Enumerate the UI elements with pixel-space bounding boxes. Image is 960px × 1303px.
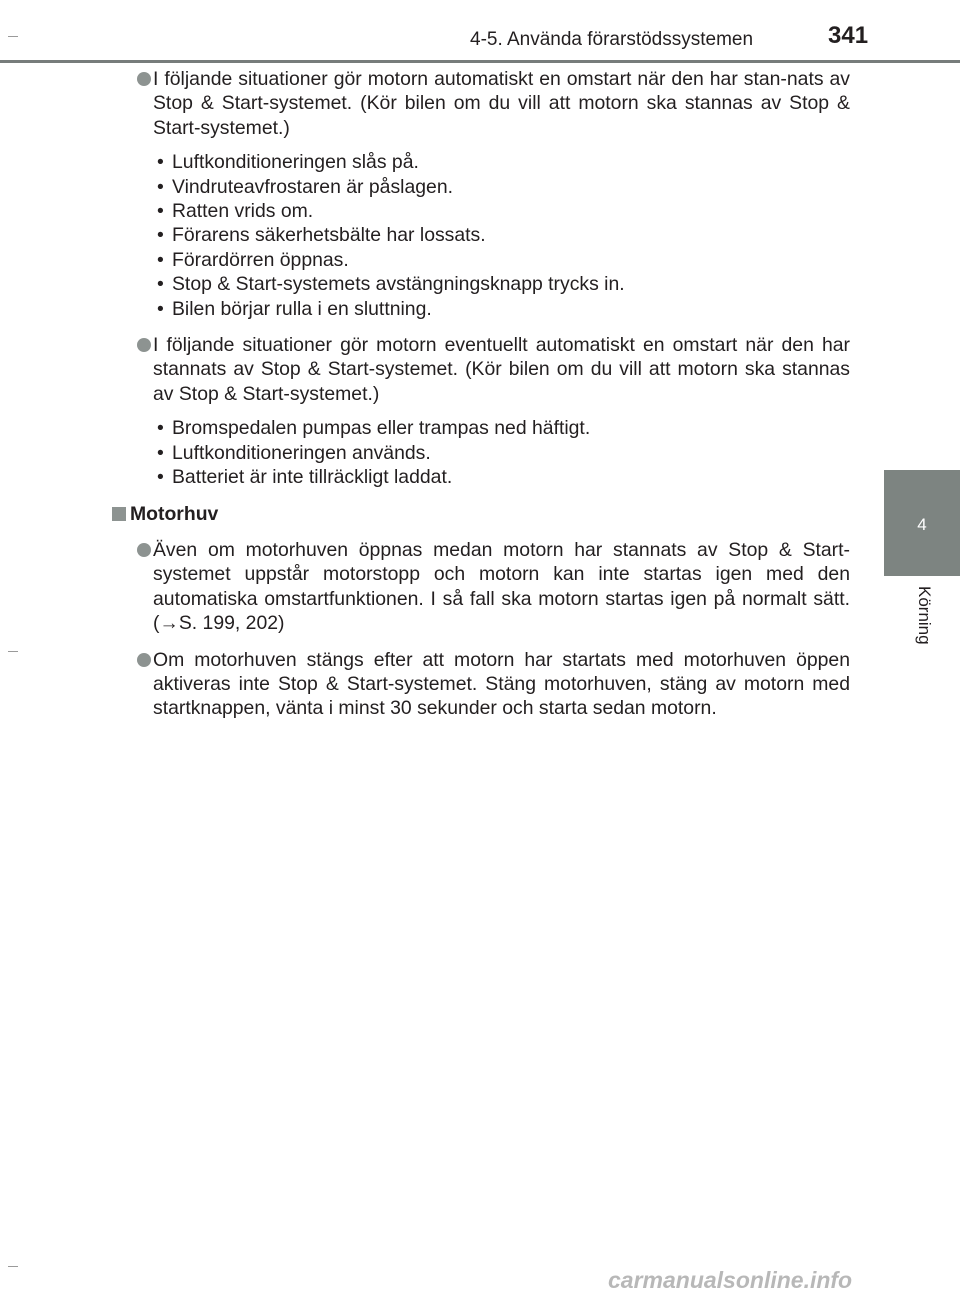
chapter-label-box — [894, 586, 954, 666]
sub-list-item — [153, 199, 850, 223]
page-content — [110, 67, 850, 733]
dot-bullet-icon: • — [157, 441, 164, 464]
sub-list-text: Vindruteavfrostaren är påslagen. — [172, 175, 453, 198]
section-heading — [110, 502, 850, 526]
sub-list-item — [153, 223, 850, 247]
sub-list-item — [153, 150, 850, 174]
dot-bullet-icon: • — [157, 273, 164, 296]
sub-list-text: Ratten vrids om. — [172, 200, 314, 223]
sub-list-item — [153, 465, 850, 489]
sub-list — [153, 416, 850, 489]
list-item — [110, 67, 850, 321]
dot-bullet-icon: • — [157, 200, 164, 223]
dot-bullet-icon: • — [157, 224, 164, 247]
sub-list-text: Stop & Start-systemets avstängningsknapp trycks in. — [172, 273, 625, 296]
paragraph: I följande situationer gör motorn automatiskt en omstart när den har stan-nats av Stop & Start-systemet. (Kör bilen om du vill att motorn ska stannas av Stop & Start-systemet.) — [153, 68, 850, 139]
dot-bullet-icon: • — [157, 151, 164, 174]
section-heading-text: Motorhuv — [130, 502, 219, 525]
paragraph: Även om motorhuven öppnas medan motorn har stannats av Stop & Start-systemet uppstår motorstopp och motorn kan inte startas igen med den automatiska omstartfunktionen. I så fall ska motorn startas igen på normalt sätt. (→S. 199, 202) — [153, 538, 850, 635]
dot-bullet-icon: • — [157, 297, 164, 320]
sub-list-item — [153, 272, 850, 296]
watermark: carmanualsonline.info — [608, 1267, 853, 1293]
circle-bullet-icon — [137, 72, 151, 86]
page-number: 341 — [828, 22, 869, 49]
header-rule — [0, 60, 960, 63]
sub-list-text: Bromspedalen pumpas eller trampas ned häftigt. — [172, 417, 591, 440]
crop-mark — [8, 1266, 18, 1267]
dot-bullet-icon: • — [157, 417, 164, 440]
sub-list-item — [153, 297, 850, 321]
paragraph: I följande situationer gör motorn eventuellt automatiskt en omstart när den har stannats av Stop & Start-systemet. (Kör bilen om du vill att motorn ska stannas av Stop & Start-systemet.) — [153, 334, 850, 405]
crop-mark — [8, 36, 18, 37]
circle-bullet-icon — [137, 653, 151, 667]
header-section-title: 4-5. Använda förarstödssystemen — [470, 29, 754, 50]
dot-bullet-icon: • — [157, 466, 164, 489]
list-item — [110, 648, 850, 721]
sub-list-item — [153, 175, 850, 199]
sub-list-text: Luftkonditioneringen används. — [172, 441, 431, 464]
sub-list — [153, 150, 850, 321]
sub-list-item — [153, 248, 850, 272]
dot-bullet-icon: • — [157, 248, 164, 271]
sub-list-text: Bilen börjar rulla i en sluttning. — [172, 297, 432, 320]
chapter-label: Körning — [915, 586, 934, 645]
sub-list-text: Förardörren öppnas. — [172, 248, 349, 271]
list-item — [110, 333, 850, 489]
sub-list-text: Förarens säkerhetsbälte har lossats. — [172, 224, 486, 247]
dot-bullet-icon: • — [157, 175, 164, 198]
circle-bullet-icon — [137, 338, 151, 352]
sub-list-item — [153, 441, 850, 465]
sub-list-item — [153, 416, 850, 440]
chapter-tab — [884, 470, 960, 576]
sub-list-text: Batteriet är inte tillräckligt laddat. — [172, 466, 453, 489]
chapter-number: 4 — [917, 515, 927, 534]
crop-mark — [8, 651, 18, 652]
circle-bullet-icon — [137, 543, 151, 557]
sub-list-text: Luftkonditioneringen slås på. — [172, 151, 419, 174]
square-bullet-icon — [112, 507, 126, 521]
paragraph: Om motorhuven stängs efter att motorn har startats med motorhuven öppen aktiveras inte Stop & Start-systemet. Stäng motorhuven, stäng av motorn med startknappen, vänta i minst 30 sekunder och starta sedan motorn. — [153, 648, 850, 720]
list-item — [110, 538, 850, 636]
